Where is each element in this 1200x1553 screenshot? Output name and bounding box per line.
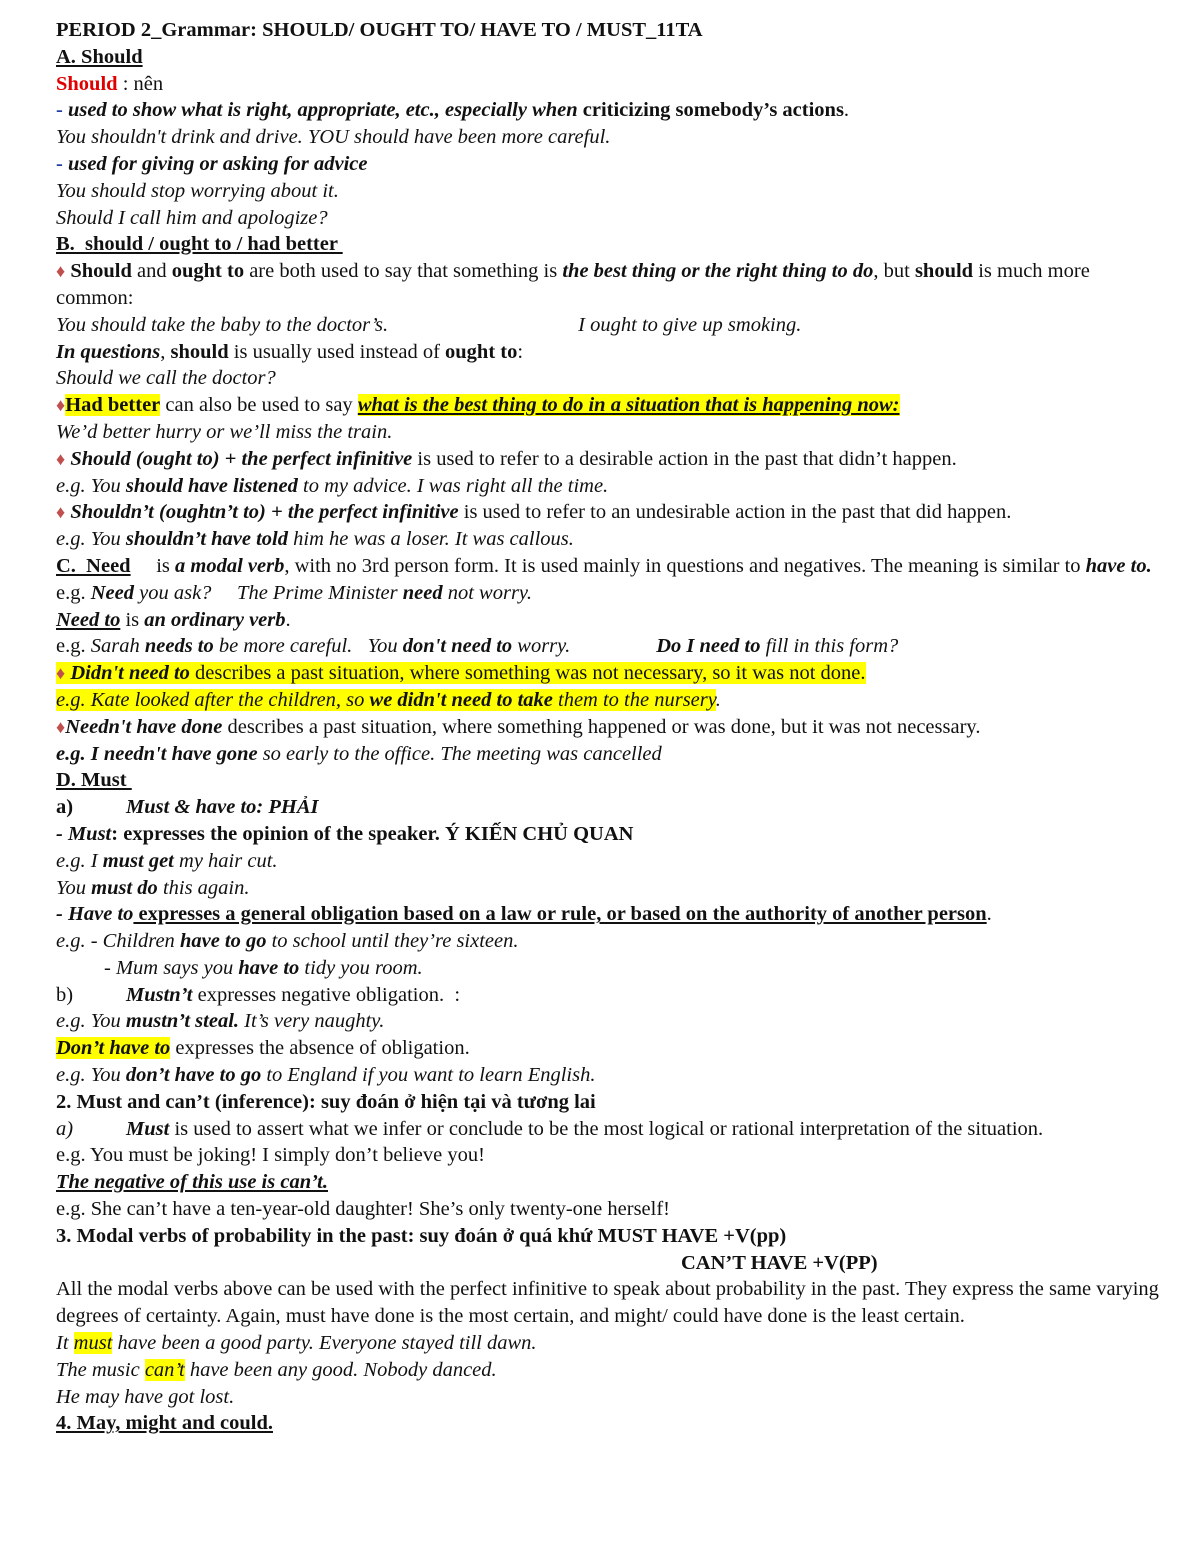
example: You shouldn't drink and drive. YOU should have been more careful. <box>56 126 611 149</box>
section-a-heading: A. Should <box>56 45 143 68</box>
t: can’t <box>144 1358 185 1381</box>
t: this again. <box>157 876 250 899</box>
t: expresses a general obligation based on a law or rule, or based on the authority of another person <box>133 903 987 926</box>
t: Should (ought to) + the perfect infinitive <box>70 447 413 470</box>
t: : <box>517 340 524 363</box>
t: the best thing or the right thing to do <box>562 260 874 283</box>
t: tidy you room. <box>299 956 423 979</box>
t: shouldn’t have told <box>125 528 289 551</box>
t: Didn't need to <box>65 662 190 685</box>
example <box>56 875 1160 902</box>
t: b) <box>56 983 74 1006</box>
t: . <box>986 903 992 926</box>
t: don't need to <box>402 635 513 658</box>
t: can also be used to say <box>160 394 358 417</box>
t: Must & have to: PHẢI <box>126 796 319 819</box>
section-b-heading: B. should / ought to / had better <box>56 233 343 256</box>
t: a) <box>56 796 74 819</box>
use-text: used for giving or asking for advice <box>62 152 368 175</box>
t: Shouldn’t (oughtn’t to) + the perfect infinitive <box>70 501 459 524</box>
diamond-bullet-icon: ♦ <box>56 716 66 737</box>
t: describes a past situation, where something happened or was done, but it was not necessary. <box>222 715 981 738</box>
example <box>56 1330 1160 1357</box>
section-2-heading: 2. Must and can’t (inference): suy đoán ở hiện tại và tương lai <box>56 1090 596 1113</box>
t: must do <box>91 876 158 899</box>
example <box>56 1062 1160 1089</box>
t: have to. <box>1085 554 1152 577</box>
t: Had better <box>65 394 161 417</box>
example: e.g. She can’t have a ten-year-old daughter! She’s only twenty-one herself! <box>56 1198 670 1221</box>
t: have to <box>238 956 300 979</box>
t: is <box>120 608 145 631</box>
t: fill in this form? <box>760 635 899 658</box>
section-d-heading: D. Must <box>56 769 132 792</box>
example <box>56 848 1160 875</box>
t: is <box>130 554 176 577</box>
t: , but <box>873 260 915 283</box>
example: You should stop worrying about it. <box>56 179 339 202</box>
t: worry. <box>512 635 571 658</box>
example: e.g. You must be joking! I simply don’t believe you! <box>56 1144 485 1167</box>
t: is used to assert what we infer or conclude to be the most logical or rational interpretation of the situation. <box>169 1117 1044 1140</box>
paragraph <box>56 499 1160 526</box>
t: e.g. You <box>56 528 126 551</box>
paragraph <box>56 258 1160 312</box>
t: need <box>402 581 443 604</box>
t: Mustn’t <box>126 983 193 1006</box>
section-c-paragraph <box>56 553 1160 580</box>
t: In questions <box>56 340 161 363</box>
t: ought to <box>171 260 245 283</box>
example: Should I call him and apologize? <box>56 206 328 229</box>
paragraph: All the modal verbs above can be used with the perfect infinitive to speak about probability in the past. They express the same varying degrees of certainty. Again, must have done is the most certain, and might/ could have done is the least certain. <box>56 1278 1165 1328</box>
t: e.g. Kate looked after the children, so <box>56 688 370 711</box>
use-end: . <box>843 99 850 122</box>
section-3-heading: 3. Modal verbs of probability in the past: suy đoán ở quá khứ MUST HAVE +V(pp) <box>56 1224 787 1247</box>
should-use-1 <box>56 97 1160 124</box>
t: to school until they’re sixteen. <box>266 930 519 953</box>
t: Don’t have to <box>56 1037 171 1060</box>
t: should <box>914 260 974 283</box>
t: mustn’t steal. <box>125 1010 240 1033</box>
should-use-2 <box>56 151 1160 178</box>
t: expresses the absence of obligation. <box>170 1037 470 1060</box>
example <box>56 526 1160 553</box>
should-definition <box>56 71 1160 98</box>
diamond-bullet-icon: ♦ <box>56 502 66 523</box>
t: It’s very naughty. <box>239 1010 385 1033</box>
use-text-bold: criticizing somebody’s actions <box>577 99 844 122</box>
t: what is the best thing to do in a situation that is happening now: <box>357 394 900 417</box>
t: e.g. I needn't have gone <box>56 742 258 765</box>
example: Should we call the doctor? <box>56 367 276 390</box>
t: e.g. - Children <box>56 930 180 953</box>
example <box>56 1008 1160 1035</box>
diamond-bullet-icon: ♦ <box>56 448 66 469</box>
t: must <box>73 1332 113 1355</box>
paragraph <box>56 446 1160 473</box>
paragraph <box>56 982 1160 1009</box>
diamond-bullet-icon: ♦ <box>56 663 66 684</box>
example <box>56 580 1160 607</box>
t: . <box>285 608 291 631</box>
t: ought to <box>445 340 518 363</box>
t: - Have to <box>56 903 134 926</box>
t: him he was a loser. It was callous. <box>288 528 574 551</box>
t: e.g. <box>56 581 91 604</box>
t: Sarah <box>90 635 145 658</box>
example: He may have got lost. <box>56 1385 235 1408</box>
example <box>56 741 1160 768</box>
paragraph <box>56 714 1160 741</box>
t: is used to refer to a desirable action in the past that didn’t happen. <box>412 447 957 470</box>
t: to England if you want to learn English. <box>261 1064 596 1087</box>
example <box>56 928 1160 955</box>
paragraph <box>56 660 1160 687</box>
t: Needn't have done <box>65 715 223 738</box>
paragraph <box>56 607 1160 634</box>
t: an ordinary verb <box>144 608 286 631</box>
section-c-heading: C. Need <box>56 554 131 577</box>
t: You <box>56 876 92 899</box>
t: are both used to say that something is <box>244 260 563 283</box>
t: my hair cut. <box>173 849 278 872</box>
t: needs to <box>144 635 214 658</box>
t: is usually used instead of <box>228 340 446 363</box>
t: Do I need to <box>656 635 761 658</box>
section-3-subheading: CAN’T HAVE +V(PP) <box>681 1251 878 1274</box>
t: don’t have to go <box>125 1064 262 1087</box>
example <box>56 473 1160 500</box>
t: You should take the baby to the doctor’s. <box>56 313 389 336</box>
t: must get <box>102 849 174 872</box>
t: not worry. <box>442 581 533 604</box>
t: , with no 3rd person form. It is used mainly in questions and negatives. The meaning is similar to <box>284 554 1086 577</box>
example <box>56 1357 1160 1384</box>
t: It <box>56 1332 74 1355</box>
t: and <box>131 260 172 283</box>
t: , <box>160 340 171 363</box>
t: Should <box>70 260 132 283</box>
t: have been a good party. Everyone stayed till dawn. <box>112 1332 537 1355</box>
t: Must <box>126 1117 170 1140</box>
paragraph <box>56 339 1160 366</box>
t: e.g. You <box>56 474 126 497</box>
example <box>56 312 1160 339</box>
example <box>56 687 1160 714</box>
page-title: PERIOD 2_Grammar: SHOULD/ OUGHT TO/ HAVE TO / MUST_11TA <box>56 19 703 41</box>
paragraph <box>56 821 1160 848</box>
dash: - <box>56 99 63 122</box>
diamond-bullet-icon: ♦ <box>56 261 66 282</box>
t: have been any good. Nobody danced. <box>184 1358 497 1381</box>
t: should have listened <box>125 474 298 497</box>
paragraph <box>56 1035 1160 1062</box>
should-word: Should <box>56 72 118 95</box>
t: is much more common: <box>56 260 1095 309</box>
t: expresses negative obligation. : <box>192 983 461 1006</box>
t: : expresses the opinion of the speaker. Ý KIẾN CHỦ QUAN <box>111 822 634 845</box>
use-text: used to show what is right, appropriate, etc., especially when <box>62 99 578 122</box>
t: Need <box>90 581 134 604</box>
t: e.g. You <box>56 1010 126 1033</box>
t: have to go <box>179 930 267 953</box>
diamond-bullet-icon: ♦ <box>56 395 66 416</box>
paragraph <box>56 392 1160 419</box>
example <box>56 955 1160 982</box>
t: you ask? The Prime Minister <box>134 581 403 604</box>
t: a) <box>56 1117 74 1140</box>
t: e.g. I <box>56 849 103 872</box>
paragraph: The negative of this use is can’t. <box>56 1171 328 1194</box>
paragraph <box>56 901 1160 928</box>
t: we didn't need to take <box>369 688 553 711</box>
t: - Must <box>56 822 112 845</box>
t: a modal verb <box>175 554 285 577</box>
sub-heading <box>56 794 1160 821</box>
t: to my advice. I was right all the time. <box>297 474 609 497</box>
t: I ought to give up smoking. <box>578 313 802 336</box>
t: - Mum says you <box>104 956 239 979</box>
t: be more careful. You <box>213 635 403 658</box>
should-meaning: : nên <box>117 72 164 95</box>
t: Need to <box>56 608 121 631</box>
t: e.g. You <box>56 1064 126 1087</box>
example <box>56 633 1160 660</box>
t: The music <box>56 1358 145 1381</box>
t: so early to the office. The meeting was cancelled <box>257 742 662 765</box>
t: . <box>715 688 721 711</box>
t: describes a past situation, where something was not necessary, so it was not done. <box>189 662 866 685</box>
example: We’d better hurry or we’ll miss the train. <box>56 420 393 443</box>
section-4-heading: 4. May, might and could. <box>56 1412 273 1435</box>
t: should <box>170 340 229 363</box>
t: is used to refer to an undesirable action in the past that did happen. <box>458 501 1012 524</box>
t: e.g. <box>56 635 91 658</box>
t: them to the nursery <box>552 688 716 711</box>
dash: - <box>56 152 63 175</box>
paragraph <box>56 1116 1160 1143</box>
